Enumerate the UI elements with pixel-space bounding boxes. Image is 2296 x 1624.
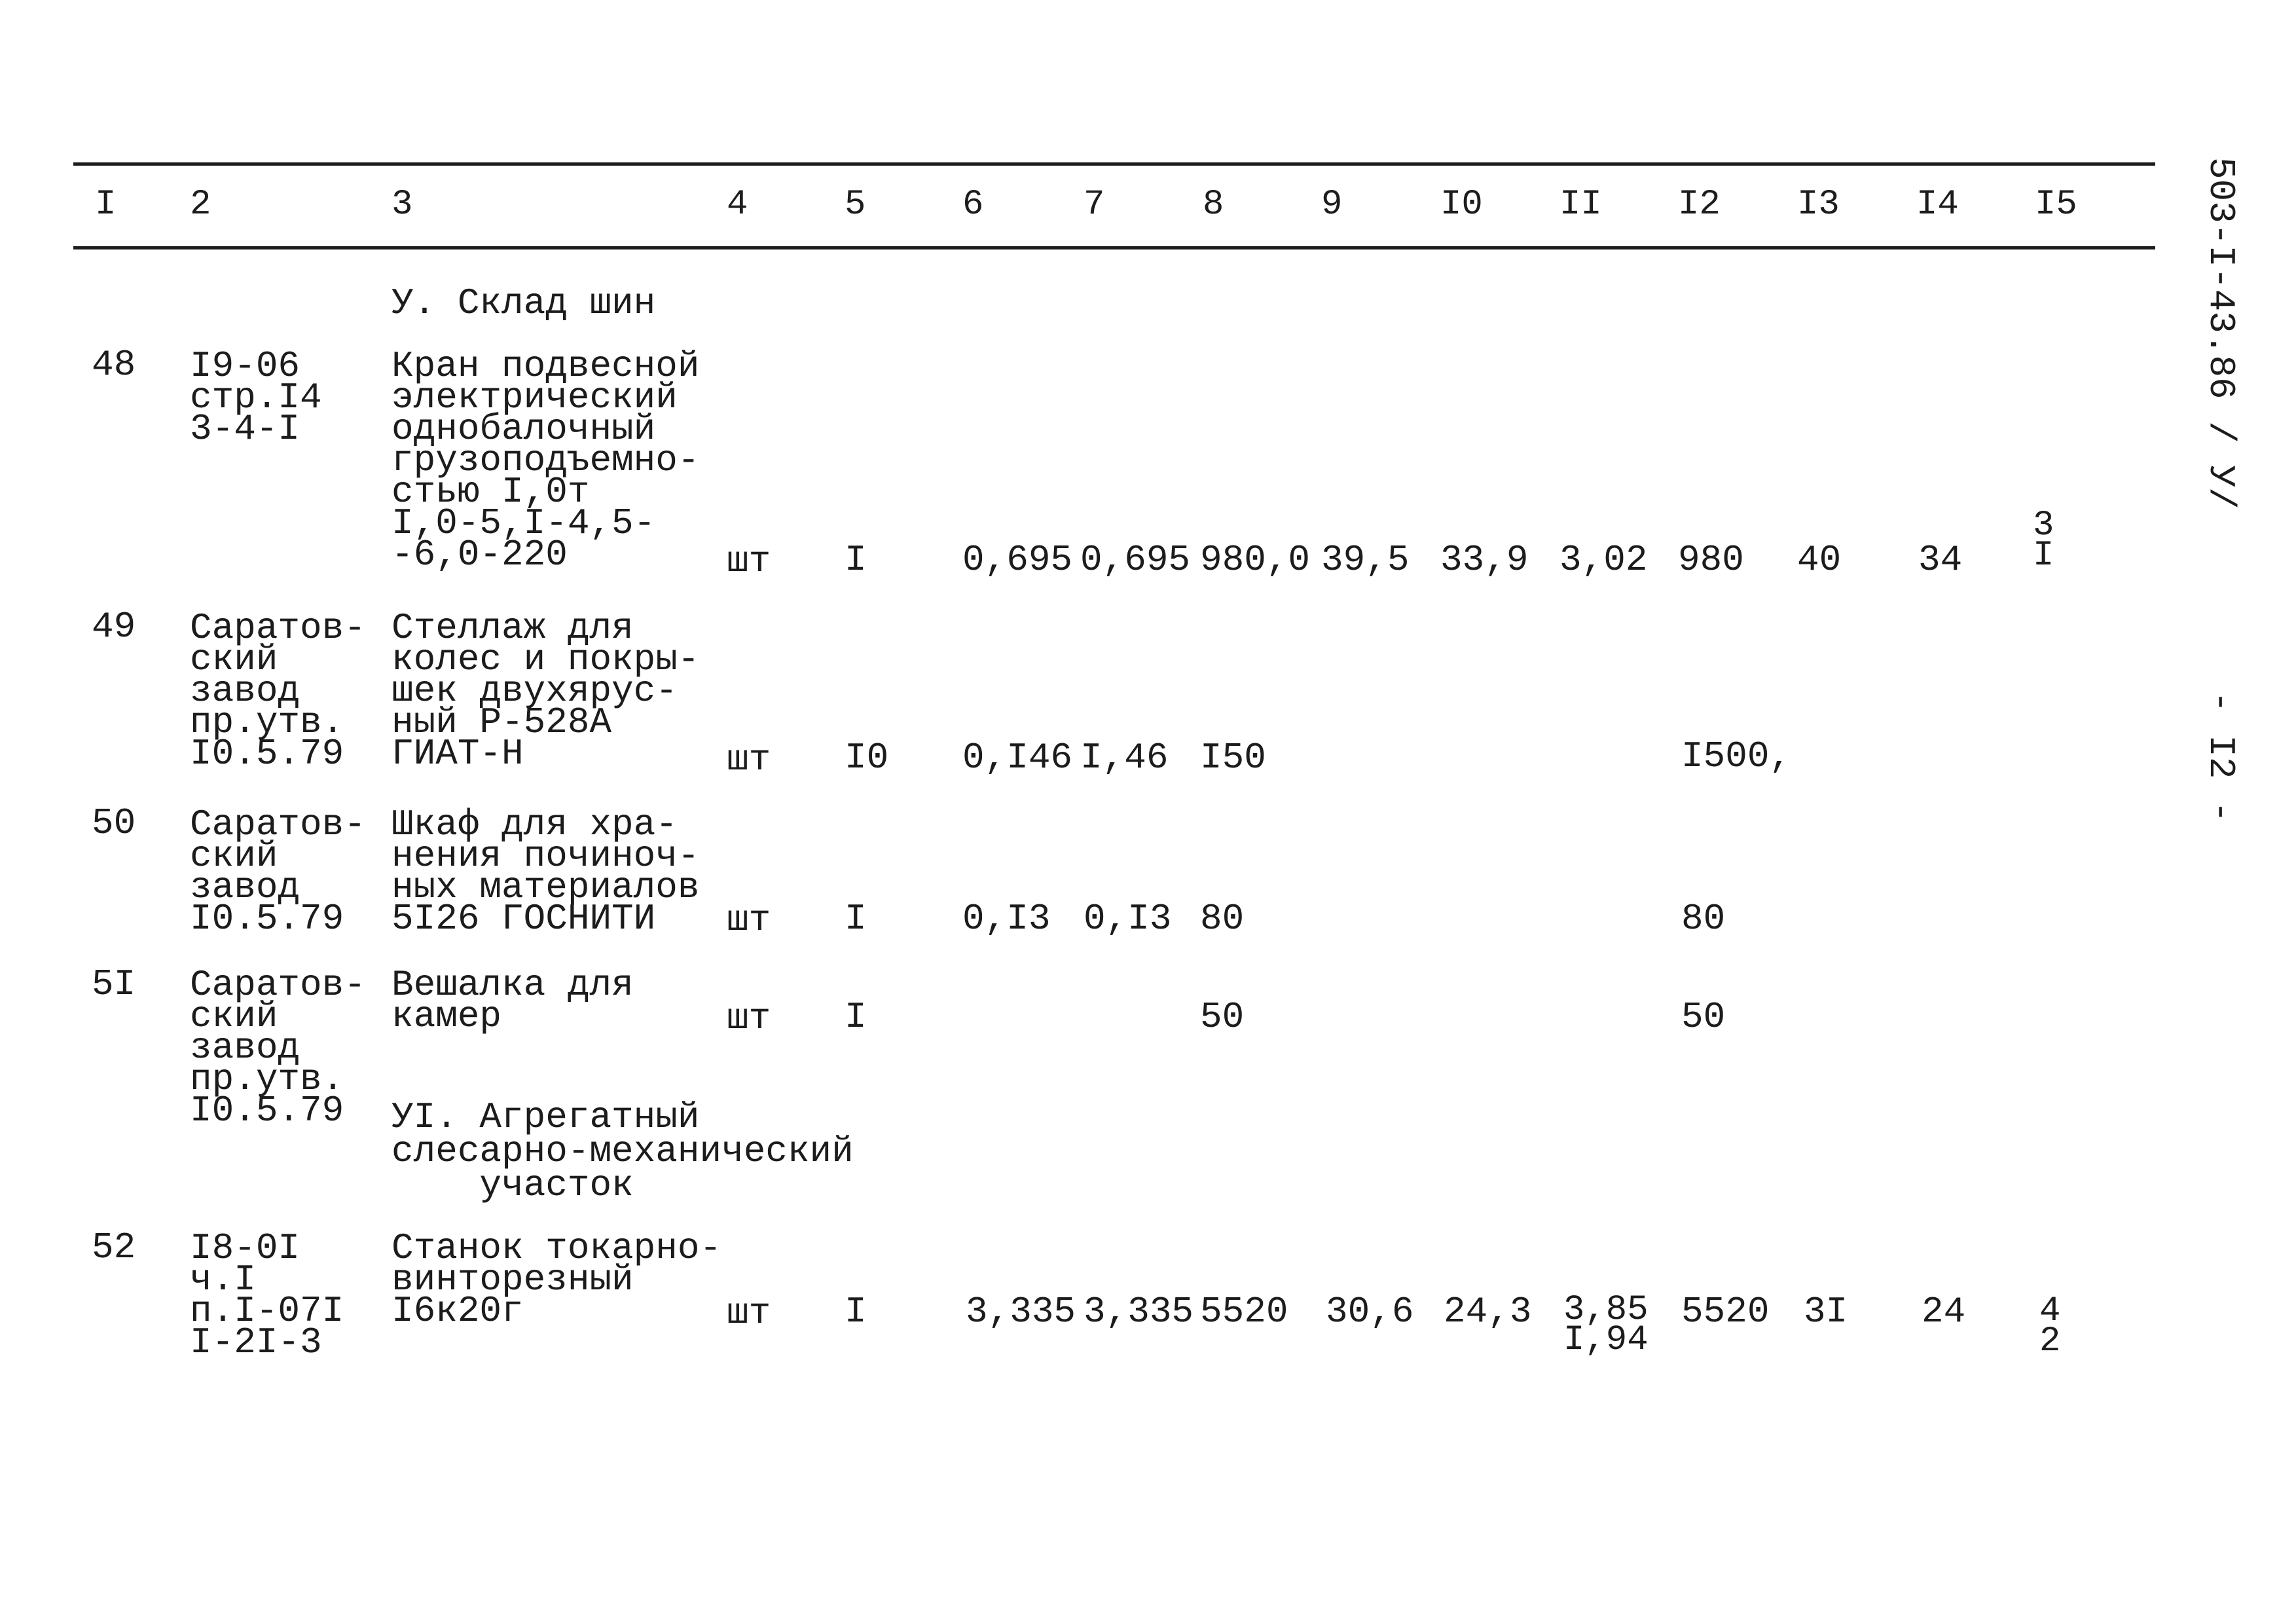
section-title-v: У. Склад шин [392,282,656,324]
row-col10: 33,9 [1440,539,1529,581]
header-col-1: I [95,185,117,225]
header-bottom-rule [73,246,2155,249]
row-col8: 980,0 [1200,539,1311,581]
row-col6: 0,695 [962,539,1073,581]
row-col12: 80 [1681,898,1726,940]
row-unit: шт [727,997,771,1039]
header-col-6: 6 [962,185,984,225]
header-col-11: II [1559,185,1602,225]
row-name: Вешалка для камер [392,964,634,1037]
page-marker: - I2 - [2200,691,2242,823]
row-col8: 5520 [1200,1291,1288,1333]
header-col-3: 3 [392,185,413,225]
row-col9: 30,6 [1326,1291,1414,1333]
header-col-10: I0 [1440,185,1483,225]
row-qty: I [845,996,867,1038]
row-col6: 0,I46 [962,737,1073,779]
header-col-4: 4 [727,185,748,225]
row-col7: 3,335 [1084,1291,1194,1333]
row-number: 49 [92,606,136,648]
row-col10: 24,3 [1444,1291,1532,1333]
header-col-15: I5 [2035,185,2077,225]
row-col14: 34 [1918,539,1963,581]
header-col-14: I4 [1916,185,1959,225]
row-number: 52 [92,1227,136,1268]
header-col-13: I3 [1797,185,1840,225]
row-name: Стеллаж для колес и покры- шек двухярус- ный Р-528А ГИАТ-Н [392,607,700,775]
doc-code-label: 503-I-43.86 / У/ [2200,157,2242,509]
row-col8: I50 [1200,737,1266,779]
row-col12: 980 [1678,539,1744,581]
row-name: Шкаф для хра- нения починоч- ных материалов 5I26 ГОСНИТИ [392,803,700,940]
row-name: Кран подвесной электрический однобалочный грузоподъемно- стью I,0т I,0-5,I-4,5- -6,0-220 [392,345,700,576]
row-code: I8-0I ч.I п.I-07I I-2I-3 [190,1227,344,1363]
row-col13: 3I [1804,1291,1848,1333]
row-code: Саратов- ский завод I0.5.79 [190,803,366,940]
row-number: 48 [92,344,136,386]
row-unit: шт [727,540,771,582]
row-qty: I [845,1291,867,1333]
row-col9: 39,5 [1321,539,1410,581]
row-col6: 3,335 [966,1291,1076,1333]
row-col12: I500, [1681,735,1792,777]
row-col8: 80 [1200,898,1245,940]
row-number: 50 [92,802,136,844]
row-col13: 40 [1797,539,1842,581]
row-col15: 3 I [2033,506,2054,576]
table-top-rule [73,162,2155,166]
row-name: Станок токарно- винторезный I6к20г [392,1227,722,1332]
header-col-9: 9 [1321,185,1343,225]
row-col11: 3,02 [1559,539,1648,581]
row-col6: 0,I3 [962,898,1051,940]
header-col-7: 7 [1084,185,1105,225]
row-number: 5I [92,963,136,1005]
row-col15: 4 2 [2039,1291,2061,1361]
row-col14: 24 [1922,1291,1966,1333]
row-code: I9-06 стр.I4 3-4-I [190,345,322,450]
row-code: Саратов- ский завод пр.утв. I0.5.79 [190,607,366,775]
row-col11: 3,85 I,94 [1563,1290,1649,1360]
row-col7: 0,695 [1080,539,1191,581]
row-col12: 5520 [1681,1291,1770,1333]
row-col7: I,46 [1080,737,1169,779]
row-code: Саратов- ский завод пр.утв. I0.5.79 [190,964,366,1132]
row-col12: 50 [1681,996,1726,1038]
row-col7: 0,I3 [1084,898,1172,940]
row-unit: шт [727,1292,771,1334]
header-col-2: 2 [190,185,211,225]
header-col-8: 8 [1203,185,1224,225]
section-title-vi: УI. Агрегатный слесарно-механический участок [392,1096,854,1206]
row-qty: I [845,539,867,581]
row-qty: I0 [845,737,889,779]
row-col8: 50 [1200,996,1245,1038]
header-col-12: I2 [1678,185,1721,225]
header-col-5: 5 [845,185,866,225]
row-unit: шт [727,899,771,941]
row-unit: шт [727,739,771,781]
row-qty: I [845,898,867,940]
